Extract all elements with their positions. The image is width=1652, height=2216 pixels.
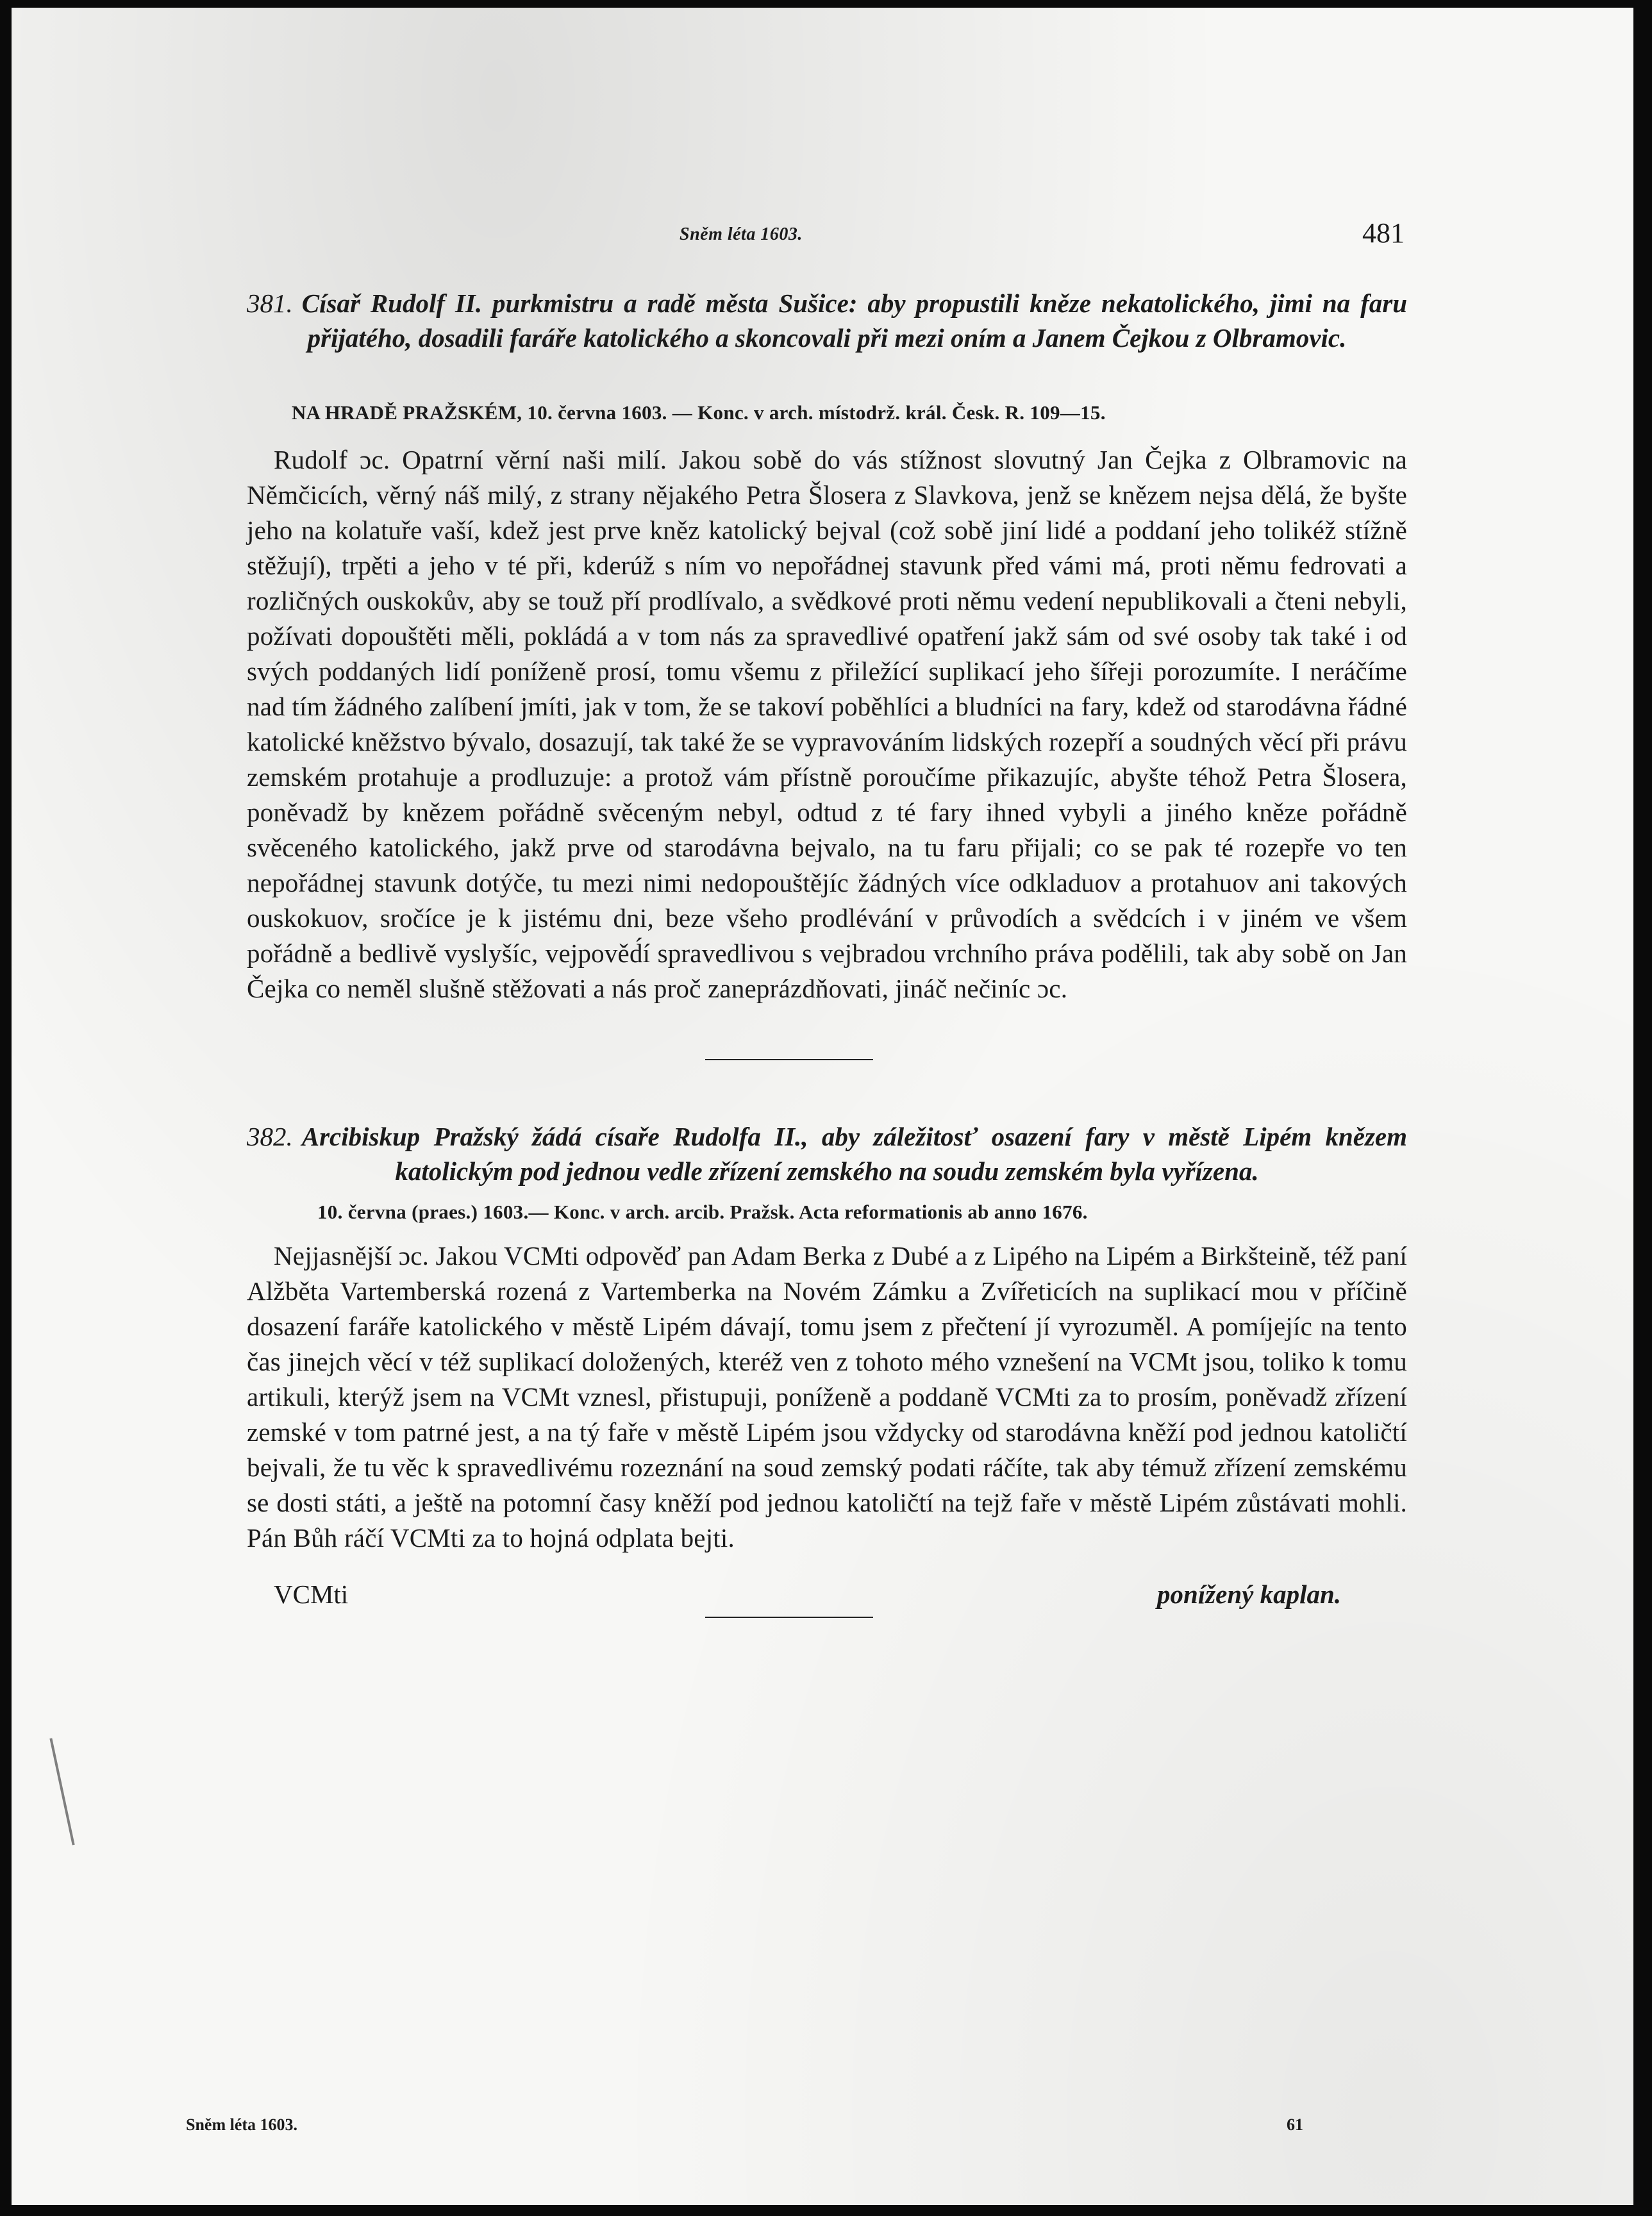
signature-line [705,1617,873,1618]
section-divider [705,1059,873,1060]
doc-382-source: 10. června (praes.) 1603.— Konc. v arch. arcib. Pražsk. Acta reformationis ab anno 1676. [317,1201,1088,1223]
footer-page-number: 61 [1287,2115,1303,2134]
doc-382-body: Nejjasnější ɔc. Jakou VCMti odpověď pan Adam Berka z Dubé a z Lipého na Lipém a Birkšteině, též paní Alžběta Vartemberská rozená z Vartemberka na Novém Zámku a Zvířeticích na suplikací mou v příčině dosazení faráře katolického v městě Lipém dávají, tomu jsem z přečtení jí vyrozuměl. A pomíjejíc na tento čas jinejch věcí v též suplikací doložených, kteréž ven z tohoto mého vznešení na VCMt jsou, toliko k tomu artikuli, kterýž jsem na VCMt vznesl, přistupuji, poníženě a poddaně VCMti za to prosím, poněvadž zřízení zemské v tom patrné jest, a na tý faře v městě Lipém jsou vždycky od starodávna kněží pod jednou katoličtí bejvali, že tu věc k spravedlivému rozeznání na soud zemský podati ráčíte, tak aby témuž zřízení zemskému se dosti státi, a ještě na potomní časy kněží pod jednou katoličtí na tejž faře v městě Lipém zůstávati mohli. Pán Bůh ráčí VCMti za to hojná odplata bejti. [247,1241,1407,1553]
doc-382-title: Arcibiskup Pražský žádá císaře Rudolfa II., aby záležitosť osazení fary v městě Lipém knězem katolickým pod jednou vedle zřízení zemského na soudu zemském byla vyřízena. [301,1122,1407,1186]
doc-381-heading [247,286,1407,355]
doc-381-title: Císař Rudolf II. purkmistru a radě města Sušice: aby propustili kněze nekatolického, jimi na faru přijatého, dosadili faráře katolického a skoncovali při mezi oním a Janem Čejkou z Olbramovic. [301,288,1407,353]
closing-signature: ponížený kaplan. [1157,1579,1342,1609]
doc-381-number: 381. [247,288,293,318]
running-head: Sněm léta 1603. [680,224,803,244]
doc-382-heading [247,1119,1407,1188]
doc-381-source: NA HRADĚ PRAŽSKÉM, 10. června 1603. — Konc. v arch. místodrž. král. Česk. R. 109—15. [292,401,1106,424]
footer-left: Sněm léta 1603. [186,2115,298,2134]
closing-address: VCMti [274,1579,349,1609]
doc-382-number: 382. [247,1122,293,1151]
page-number: 481 [1362,217,1405,249]
doc-381-body: Rudolf ɔc. Opatrní věrní naši milí. Jakou sobě do vás stížnost slovutný Jan Čejka z Olbramovic na Němčicích, věrný náš milý, z strany nějakého Petra Šlosera z Slavkova, jenž se knězem nejsa dělá, že byšte jeho na kolatuře vaší, kdež jest prve kněz katolický bejval (což sobě jiní lidé a poddaní jeho tolikéž stížně stěžují), trpěti a jeho v té při, kderúž s ním vo nepořádnej stavunk před vámi má, proti němu fedrovati a rozličných ouskokův, aby se touž pří prodlívalo, a svědkové proti němu vedení nepublikovali a čteni nebyli, požívati dopouštěti měli, pokládá a v tom nás za spravedlivé opatření jakž sám od své osoby tak také i od svých poddaných lidí poníženě prosí, tomu všemu z přiležící suplikací jeho šířeji porozumíte. I neráčíme nad tím žádného zalíbení jmíti, jak v tom, že se takoví poběhlíci a bludníci na fary, kdež od starodávna řádné katolické kněžstvo bývalo, dosazují, tak také že se vypravováním lidských rozepří a soudných věcí při právu zemském protahuje a prodluzuje: a protož vám přístně poroučíme přikazujíc, abyšte téhož Petra Šlosera, poněvadž by knězem pořádně svěceným nebyl, odtud z té fary ihned vybyli a jiného kněze pořádně svěceného katolického, jakž prve od starodávna bejvalo, na tu faru přijali; co se pak té rozepře vo ten nepořádnej stavunk dotýče, tu mezi nimi nedopouštějíc žádných více odkladuov a protahuov ani takových ouskokuov, sročíce je k jistému dni, beze všeho prodlévání v průvodích a svědcích i v jiném ve všem pořádně a bedlivě vyslyšíc, vejpověd́í spravedlivou s vejbradou vrchního práva podělili, tak aby sobě on Jan Čejka co neměl slušně stěžovati a nás proč zaneprázdňovati, jináč nečiníc ɔc. [247,445,1407,1003]
